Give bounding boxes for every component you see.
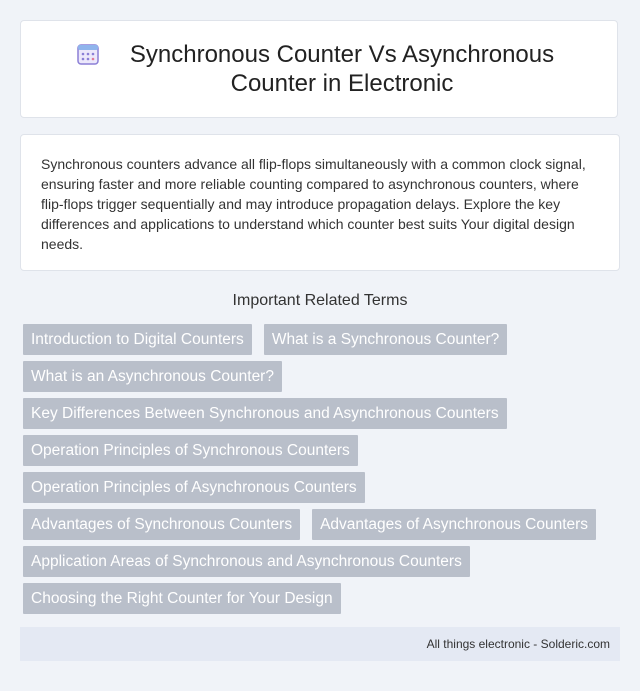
title-card — [20, 20, 618, 118]
term-choosing-right-counter[interactable]: Choosing the Right Counter for Your Design — [23, 583, 341, 614]
footer — [20, 627, 620, 661]
term-operation-principles-asynchronous[interactable]: Operation Principles of Asynchronous Counters — [23, 472, 365, 503]
term-key-differences[interactable]: Key Differences Between Synchronous and Asynchronous Counters — [23, 398, 507, 429]
summary-text: Synchronous counters advance all flip-flops simultaneously with a common clock signal, ensuring faster and more reliable counting compared to asynchronous counters, where flip-flops trigger sequentially and may introduce propagation delays. Explore the key differences and applications to understand which counter best suits Your digital design needs. — [41, 156, 586, 252]
term-application-areas[interactable]: Application Areas of Synchronous and Asynchronous Counters — [23, 546, 470, 577]
page-title: Synchronous Counter Vs Asynchronous Counter in Electronic — [129, 41, 555, 97]
term-what-is-synchronous-counter[interactable]: What is a Synchronous Counter? — [264, 324, 507, 355]
term-introduction-to-digital-counters[interactable]: Introduction to Digital Counters — [23, 324, 252, 355]
footer-text: All things electronic - Solderic.com — [426, 637, 610, 651]
summary-card — [20, 134, 620, 271]
term-what-is-asynchronous-counter[interactable]: What is an Asynchronous Counter? — [23, 361, 282, 392]
term-advantages-synchronous[interactable]: Advantages of Synchronous Counters — [23, 509, 300, 540]
calendar-grid-icon — [76, 42, 100, 66]
related-terms-heading: Important Related Terms — [232, 292, 408, 309]
term-advantages-asynchronous[interactable]: Advantages of Asynchronous Counters — [312, 509, 596, 540]
term-operation-principles-synchronous[interactable]: Operation Principles of Synchronous Counters — [23, 435, 358, 466]
title-wrap — [76, 40, 562, 98]
related-terms-list — [20, 321, 620, 617]
